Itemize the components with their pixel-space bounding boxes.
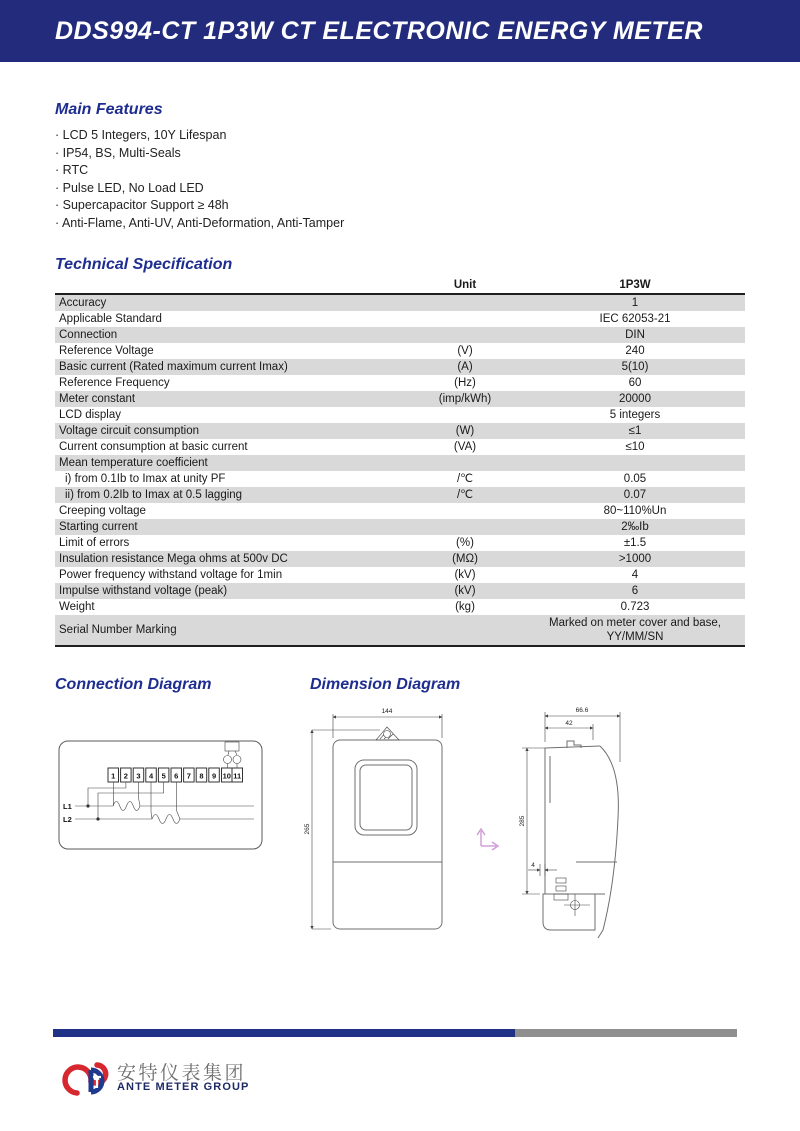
spec-cell-unit: (MΩ) xyxy=(452,553,478,565)
col-1p3w: 1P3W xyxy=(619,279,651,291)
spec-row xyxy=(55,599,745,615)
spec-cell-unit: (kV) xyxy=(454,585,476,597)
spec-cell-label: Meter constant xyxy=(59,393,136,405)
spec-cell-label: Impulse withstand voltage (peak) xyxy=(59,585,228,597)
spec-cell-label: Reference Voltage xyxy=(59,345,154,357)
spec-cell-label: Reference Frequency xyxy=(59,377,170,389)
spec-row xyxy=(55,327,745,343)
hanger-icon xyxy=(376,727,399,740)
spec-row xyxy=(55,343,745,359)
wiring xyxy=(75,782,254,824)
axis-arrows-icon xyxy=(477,829,498,850)
page-title: DDS994-CT 1P3W CT ELECTRONIC ENERGY METER xyxy=(55,16,703,45)
spec-row xyxy=(55,471,745,487)
spec-row xyxy=(55,567,745,583)
spec-cell-value xyxy=(525,455,745,471)
lcd-window xyxy=(360,765,412,830)
spec-cell-label: i) from 0.1Ib to Imax at unity PF xyxy=(65,473,226,485)
spec-heading: Technical Specification xyxy=(55,256,233,273)
terminal-number: 10 xyxy=(222,771,231,781)
spec-cell-label: Starting current xyxy=(59,521,138,533)
brand-chinese: 安特仪表集团 xyxy=(117,1063,247,1084)
spec-cell-label: Applicable Standard xyxy=(59,313,162,325)
terminal-number: 1 xyxy=(111,771,116,781)
spec-cell-value: 1 xyxy=(631,297,639,309)
spec-cell-value: ±1.5 xyxy=(623,537,647,549)
spec-row xyxy=(55,391,745,407)
spec-row xyxy=(55,503,745,519)
spec-cell-label: LCD display xyxy=(59,409,121,421)
spec-cell-label: Power frequency withstand voltage for 1min xyxy=(59,569,283,581)
spec-cell-label: Creeping voltage xyxy=(59,505,146,517)
footer-rule-blue xyxy=(53,1029,515,1037)
terminal-number: 8 xyxy=(199,771,204,781)
spec-cell-value: ≤1 xyxy=(628,425,642,437)
spec-cell-label: Accuracy xyxy=(59,297,107,309)
ante-logo-icon xyxy=(57,1050,111,1096)
spec-row xyxy=(55,583,745,599)
spec-table-body xyxy=(55,295,745,645)
spec-row xyxy=(55,615,745,645)
spec-cell-unit: /℃ xyxy=(456,489,474,501)
spec-row xyxy=(55,535,745,551)
spec-cell-value: ≤10 xyxy=(625,441,645,453)
spec-cell-value: 6 xyxy=(631,585,639,597)
terminal-number: 11 xyxy=(233,771,242,781)
line-label-l2: L2 xyxy=(63,815,72,824)
spec-row xyxy=(55,407,745,423)
spec-cell-value: 240 xyxy=(625,345,645,357)
col-unit: Unit xyxy=(453,279,477,291)
spec-cell-unit xyxy=(405,295,525,311)
spec-row xyxy=(55,519,745,535)
spec-cell-value: >1000 xyxy=(618,553,652,565)
spec-cell-unit: (VA) xyxy=(453,441,477,453)
pulse-output-icon xyxy=(224,742,242,768)
terminal-number: 2 xyxy=(123,771,128,781)
feature-item: · Pulse LED, No Load LED xyxy=(55,180,344,198)
spec-cell-label: Connection xyxy=(59,329,118,341)
spec-cell-value: 0.07 xyxy=(623,489,647,501)
col-parameter xyxy=(55,277,405,293)
spec-cell-label: Mean temperature coefficient xyxy=(59,457,208,469)
spec-cell-value: 0.723 xyxy=(620,601,650,613)
connection-diagram xyxy=(58,740,263,850)
terminal-number: 5 xyxy=(161,771,166,781)
spec-cell-unit: (W) xyxy=(455,425,475,437)
terminal-number: 3 xyxy=(136,771,141,781)
spec-cell-value: 5 integers xyxy=(609,409,661,421)
spec-cell-unit: (A) xyxy=(457,361,473,373)
terminal-number: 9 xyxy=(211,771,217,781)
spec-cell-value: DIN xyxy=(625,329,645,341)
footer-rule xyxy=(53,1029,737,1037)
spec-row xyxy=(55,311,745,327)
dim-front-width: 144 xyxy=(381,708,393,715)
title-bar xyxy=(0,0,800,62)
dim-side-top: 42 xyxy=(565,720,573,727)
spec-cell-value: 5(10) xyxy=(621,361,649,373)
terminal-strip xyxy=(108,768,243,782)
spec-cell-unit xyxy=(405,407,525,423)
spec-table-header xyxy=(55,277,745,295)
spec-cell-label: Voltage circuit consumption xyxy=(59,425,199,437)
terminal-number: 6 xyxy=(174,771,179,781)
spec-row xyxy=(55,295,745,311)
spec-cell-label: Weight xyxy=(59,601,95,613)
terminal-number: 7 xyxy=(186,771,191,781)
spec-cell-label: ii) from 0.2Ib to Imax at 0.5 lagging xyxy=(65,489,243,501)
spec-cell-value: 4 xyxy=(631,569,639,581)
spec-cell-unit: (kV) xyxy=(454,569,476,581)
spec-row xyxy=(55,551,745,567)
spec-cell-value: 80~110%Un xyxy=(603,505,667,517)
spec-cell-unit: /℃ xyxy=(456,473,474,485)
footer-rule-gray xyxy=(515,1029,737,1037)
features-heading: Main Features xyxy=(55,101,163,118)
spec-table xyxy=(55,277,745,647)
dimension-heading: Dimension Diagram xyxy=(310,676,461,693)
spec-row xyxy=(55,487,745,503)
feature-item: · RTC xyxy=(55,162,344,180)
spec-cell-label: Serial Number Marking xyxy=(59,624,177,636)
connection-heading: Connection Diagram xyxy=(55,676,212,693)
spec-cell-unit: (V) xyxy=(457,345,473,357)
feature-item: · Anti-Flame, Anti-UV, Anti-Deformation, Anti-Tamper xyxy=(55,215,344,233)
front-view xyxy=(304,708,442,929)
spec-cell-unit: (kg) xyxy=(455,601,475,613)
spec-row xyxy=(55,455,745,471)
feature-item: · IP54, BS, Multi-Seals xyxy=(55,145,344,163)
dimension-diagram xyxy=(300,698,650,948)
brand-english: ANTE METER GROUP xyxy=(117,1081,250,1093)
features-list xyxy=(55,127,344,233)
spec-cell-unit xyxy=(405,519,525,535)
spec-cell-label: Current consumption at basic current xyxy=(59,441,248,453)
spec-cell-value: 60 xyxy=(628,377,642,389)
spec-row xyxy=(55,375,745,391)
spec-cell-unit xyxy=(405,503,525,519)
spec-cell-label: Limit of errors xyxy=(59,537,130,549)
spec-cell-label: Insulation resistance Mega ohms at 500v DC xyxy=(59,553,288,565)
spec-row xyxy=(55,439,745,455)
spec-row xyxy=(55,359,745,375)
line-label-l1: L1 xyxy=(63,802,72,811)
spec-cell-unit: (Hz) xyxy=(454,377,476,389)
feature-item: · LCD 5 Integers, 10Y Lifespan xyxy=(55,127,344,145)
dim-side-screw: 4 xyxy=(531,862,535,869)
terminal-number: 4 xyxy=(148,771,154,781)
dim-front-height: 265 xyxy=(304,823,311,835)
spec-row xyxy=(55,423,745,439)
din-clip xyxy=(554,878,590,916)
spec-cell-unit: (imp/kWh) xyxy=(438,393,492,405)
spec-cell-value: 0.05 xyxy=(623,473,647,485)
spec-cell-value: IEC 62053-21 xyxy=(599,313,671,325)
spec-cell-value: 20000 xyxy=(619,393,651,405)
spec-cell-unit xyxy=(405,455,525,471)
spec-cell-unit: (%) xyxy=(456,537,474,549)
spec-cell-value: Marked on meter cover and base, YY/MM/SN xyxy=(549,617,721,643)
spec-cell-unit xyxy=(405,311,525,327)
spec-cell-label: Basic current (Rated maximum current Imax) xyxy=(59,361,288,373)
spec-cell-unit xyxy=(405,327,525,343)
dim-side-depth: 66.6 xyxy=(575,707,589,714)
feature-item: · Supercapacitor Support ≥ 48h xyxy=(55,197,344,215)
spec-cell-value: 2‰Ib xyxy=(621,521,649,533)
side-view xyxy=(519,707,620,938)
dim-side-height: 285 xyxy=(519,815,526,827)
